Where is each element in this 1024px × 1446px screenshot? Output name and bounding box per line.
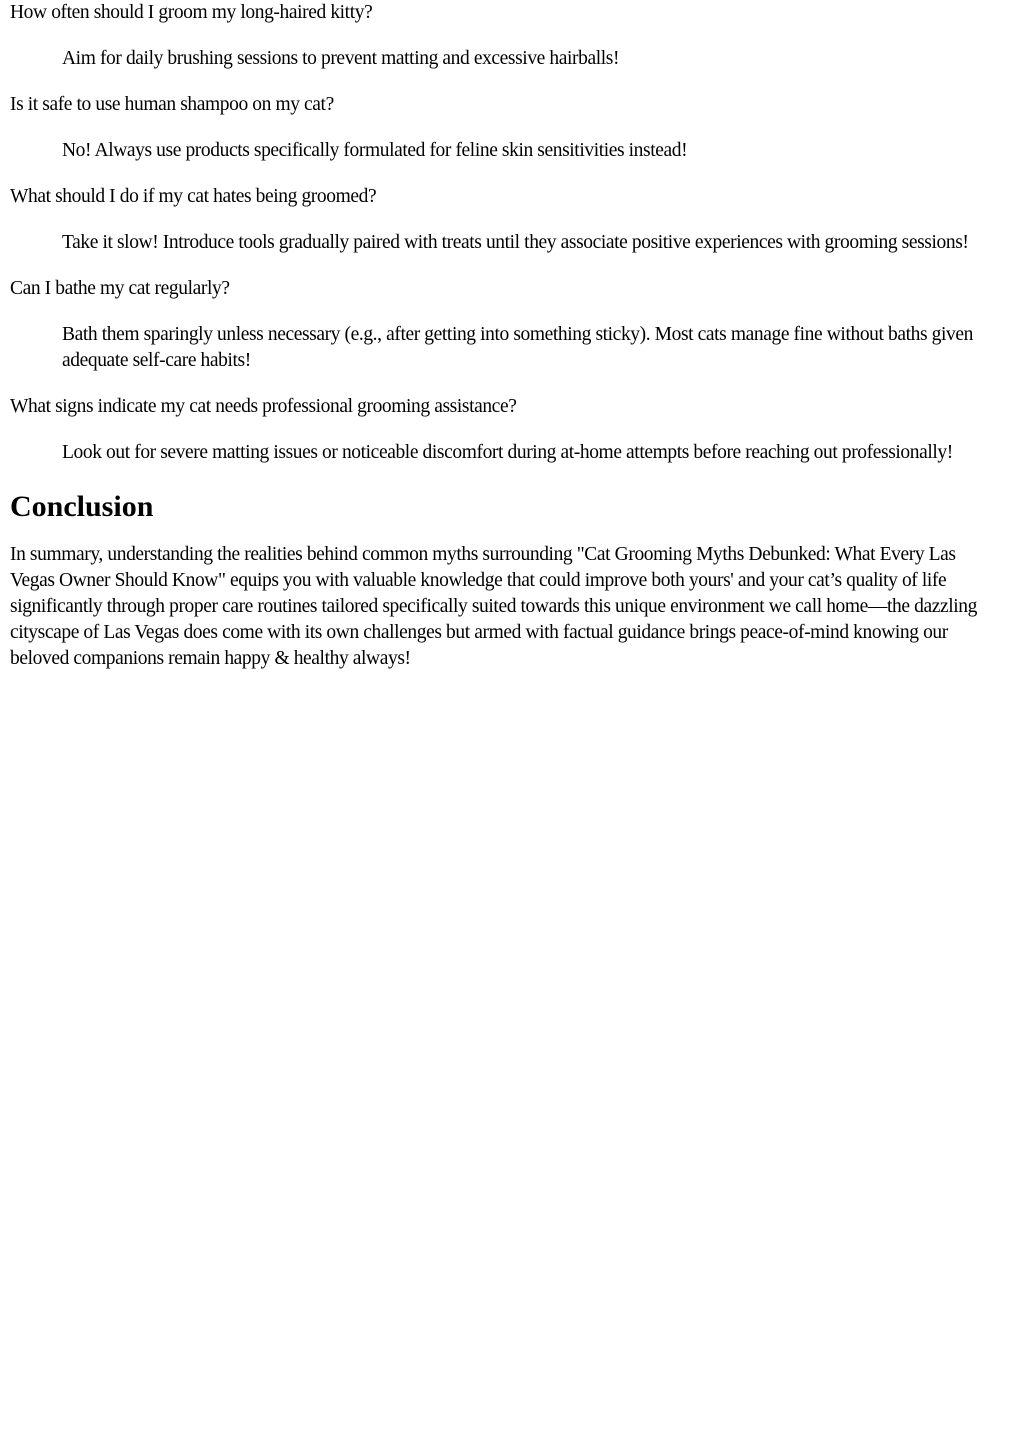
faq-answer: Take it slow! Introduce tools gradually paired with treats until they associate positive experiences with grooming sessions! bbox=[62, 232, 969, 253]
faq-item bbox=[10, 394, 998, 466]
faq-answer: No! Always use products specifically formulated for feline skin sensitivities instead! bbox=[62, 140, 688, 161]
faq-answer: Bath them sparingly unless necessary (e.g., after getting into something sticky). Most cats manage fine without baths given adequate self-care habits! bbox=[62, 324, 973, 371]
faq-item bbox=[10, 276, 998, 374]
faq-item bbox=[10, 184, 998, 256]
faq-list bbox=[10, 0, 998, 466]
faq-item bbox=[10, 0, 998, 72]
faq-answer: Look out for severe matting issues or noticeable discomfort during at-home attempts before reaching out professionally! bbox=[62, 442, 953, 463]
faq-question: Is it safe to use human shampoo on my cat? bbox=[10, 94, 334, 115]
faq-question: How often should I groom my long-haired kitty? bbox=[10, 2, 373, 23]
article-page bbox=[0, 0, 1024, 672]
faq-answer: Aim for daily brushing sessions to prevent matting and excessive hairballs! bbox=[62, 48, 620, 69]
faq-question: What should I do if my cat hates being groomed? bbox=[10, 186, 377, 207]
faq-item bbox=[10, 92, 998, 164]
conclusion-heading: Conclusion bbox=[10, 490, 154, 523]
conclusion-paragraph: In summary, understanding the realities behind common myths surrounding "Cat Grooming Myths Debunked: What Every Las Vegas Owner Should Know" equips you with valuable knowledge that could improve both yours' and your cat’s quality of life significantly through proper care routines tailored specifically suited towards this unique environment we call home—the dazzling cityscape of Las Vegas does come with its own challenges but armed with factual guidance brings peace-of-mind knowing our beloved companions remain happy & healthy always! bbox=[10, 544, 977, 669]
faq-question: Can I bathe my cat regularly? bbox=[10, 278, 230, 299]
faq-question: What signs indicate my cat needs professional grooming assistance? bbox=[10, 396, 517, 417]
